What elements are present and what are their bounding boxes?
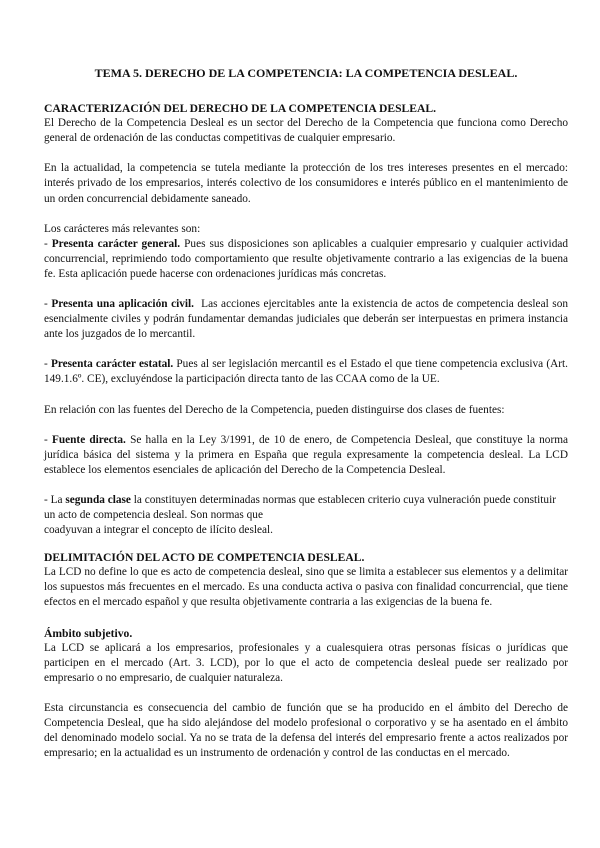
list-item-term: Presenta una aplicación civil. — [51, 298, 194, 311]
paragraph: En relación con las fuentes del Derecho de la Competencia, pueden distinguirse dos clases de fuentes: — [44, 403, 505, 416]
document-page — [44, 66, 571, 761]
section-heading-caracterizacion: CARACTERIZACIÓN DEL DERECHO DE LA COMPETENCIA DESLEAL. — [44, 102, 437, 116]
list-item-term: Presenta carácter estatal. — [50, 358, 174, 371]
list-item: - La segunda clase la constituyen determinadas normas que establecen criterio cuya vulneración puede constituir un acto de competencia desleal. Son normas que — [44, 493, 556, 521]
list-item: - Fuente directa. Se halla en la Ley 3/1991, de 10 de enero, de Competencia Desleal, que constituye la norma jurídica básica del sistema y la primera en España que regula expresamente la competencia desleal. La LCD establece los elementos esenciales de aplicación del Derecho de la Competencia Desleal. — [44, 433, 569, 476]
list-item-term: Fuente directa. — [51, 433, 126, 446]
paragraph: La LCD se aplicará a los empresarios, profesionales y a cualesquiera otras personas físicas o jurídicas que participen en el mercado (Art. 3. LCD), por lo que el acto de competencia desleal puede ser realizado por empresario o no empresario, de cualquier naturaleza. — [44, 641, 568, 684]
paragraph: El Derecho de la Competencia Desleal es un sector del Derecho de la Competencia que funciona como Derecho general de ordenación de las conductas competitivas de cualquier empresario. — [44, 117, 568, 145]
document-title: TEMA 5. DERECHO DE LA COMPETENCIA: LA COMPETENCIA DESLEAL. — [94, 66, 518, 80]
list-item: - Presenta carácter general. Pues sus disposiciones son aplicables a cualquier empresario y cualquier actividad concurrencial, reprimiendo todo comportamiento que resulte objetivamente contrario a las exigencias de la buena fe. Esta aplicación puede hacerse con ordenaciones jurídicas más concretas. — [44, 237, 569, 280]
paragraph: La LCD no define lo que es acto de competencia desleal, sino que se limita a establecer sus elementos y a delimitar los supuestos más frecuentes en el mercado. Es una conducta activa o pasiva con finalidad concurrencial, que tiene efectos en el mercado español y que resulta objetivamente contraria a las exigencias de la buena fe. — [44, 566, 568, 609]
paragraph: En la actualidad, la competencia se tutela mediante la protección de los tres intereses presentes en el mercado: interés privado de los empresarios, interés colectivo de los consumidores e interés público en el mantenimiento de un orden concurrencial debidamente saneado. — [44, 162, 568, 205]
list-item: - Presenta una aplicación civil. Las acciones ejercitables ante la existencia de actos de competencia desleal son esencialmente civiles y podrán fundamentar demandas judiciales que deberán ser interpuestas en primera instancia ante los juzgados de lo mercantil. — [44, 298, 571, 341]
list-item: - Presenta carácter estatal. Pues al ser legislación mercantil es el Estado el que tiene competencia exclusiva (Art. 149.1.6º. CE), excluyéndose la participación directa tanto de las CCAA como de la UE. — [44, 358, 568, 386]
section-heading-delimitacion: DELIMITACIÓN DEL ACTO DE COMPETENCIA DESLEAL. — [44, 551, 365, 565]
paragraph: Esta circunstancia es consecuencia del cambio de función que se ha producido en el ámbito del Derecho de Competencia Desleal, que ha sido alejándose del modelo profesional o corporativo y se ha asentado en el ámbito del denominado modelo social. Ya no se trata de la defensa del interés del empresario frente a actos realizados por empresario; en la actualidad es un instrumento de ordenación y control de las conductas en el mercado. — [44, 701, 568, 760]
section-heading-ambito-subjetivo: Ámbito subjetivo. — [44, 626, 133, 640]
list-intro: Los carácteres más relevantes son: — [44, 222, 201, 235]
list-item-term: segunda clase — [65, 493, 131, 506]
list-item-continuation: coadyuvan a integrar el concepto de ilícito desleal. — [44, 524, 273, 537]
list-item-term: Presenta carácter general. — [51, 237, 181, 250]
